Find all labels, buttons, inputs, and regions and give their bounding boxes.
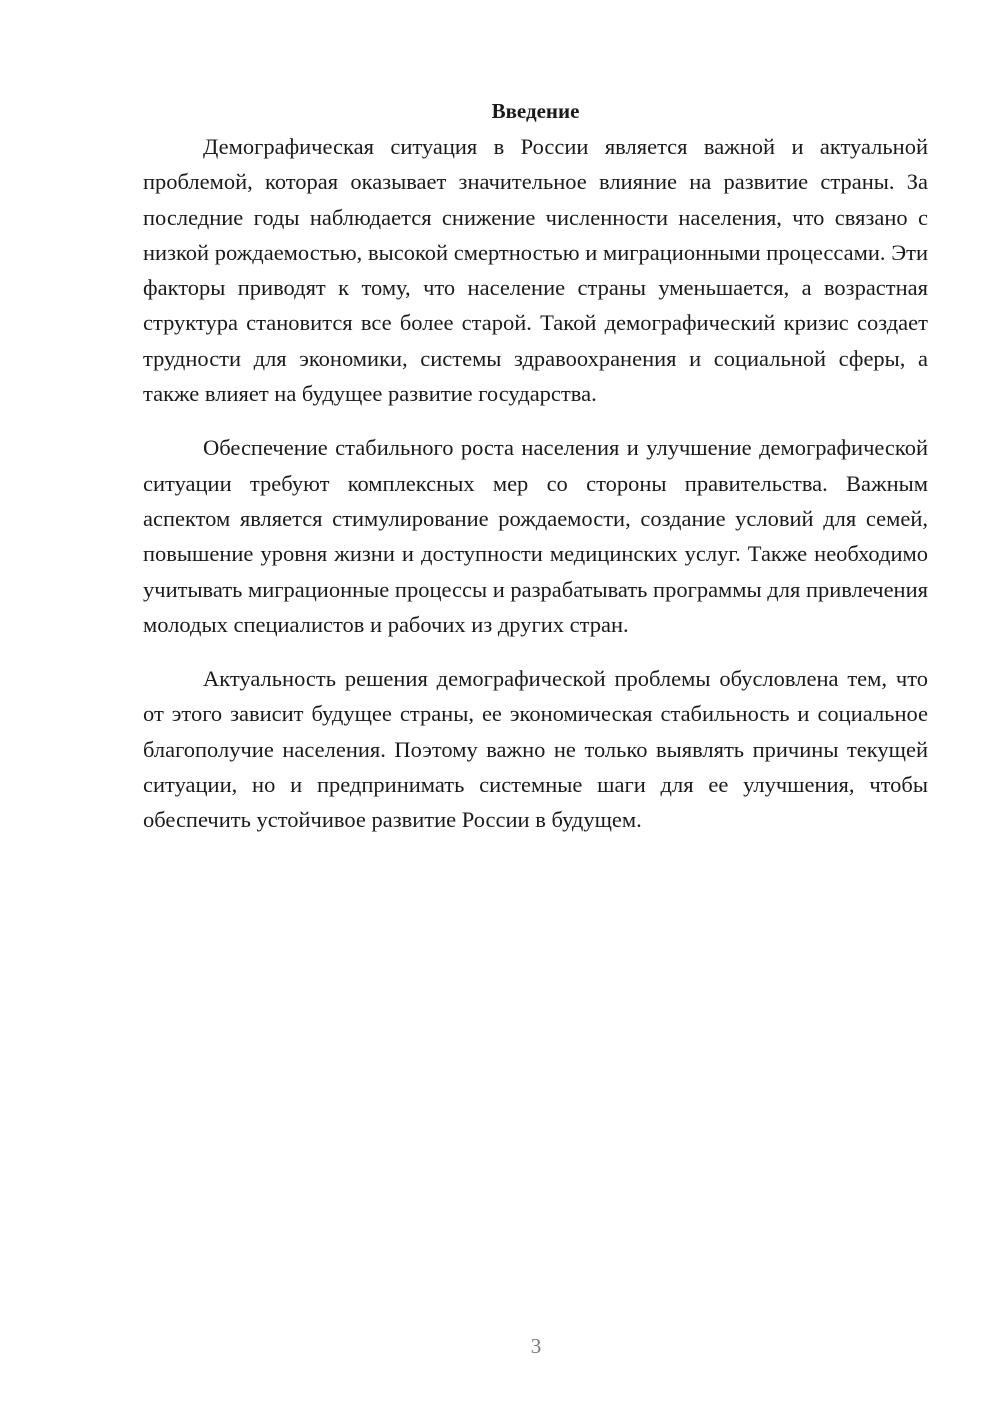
- paragraph-3: Актуальность решения демографической проблемы обусловлена тем, что от этого зависит будущее страны, ее экономическая стабильность и социальное благополучие населения. Поэтому важно не только выявлять причины текущей ситуации, но и предпринимать системные шаги для ее улучшения, чтобы обеспечить устойчивое развитие России в будущем.: [143, 666, 928, 833]
- page-content: [143, 95, 928, 857]
- page-number: 3: [530, 1334, 542, 1358]
- section-title: Введение: [491, 99, 580, 123]
- paragraph-1: Демографическая ситуация в России является важной и актуальной проблемой, которая оказывает значительное влияние на развитие страны. За последние годы наблюдается снижение численности населения, что связано с низкой рождаемостью, высокой смертностью и миграционными процессами. Эти факторы приводят к тому, что население страны уменьшается, а возрастная структура становится все более старой. Такой демографический кризис создает трудности для экономики, системы здравоохранения и социальной сферы, а также влияет на будущее развитие государства.: [143, 134, 928, 407]
- paragraph-2: Обеспечение стабильного роста населения и улучшение демографической ситуации требуют комплексных мер со стороны правительства. Важным аспектом является стимулирование рождаемости, создание условий для семей, повышение уровня жизни и доступности медицинских услуг. Также необходимо учитывать миграционные процессы и разрабатывать программы для привлечения молодых специалистов и рабочих из других стран.: [143, 435, 928, 637]
